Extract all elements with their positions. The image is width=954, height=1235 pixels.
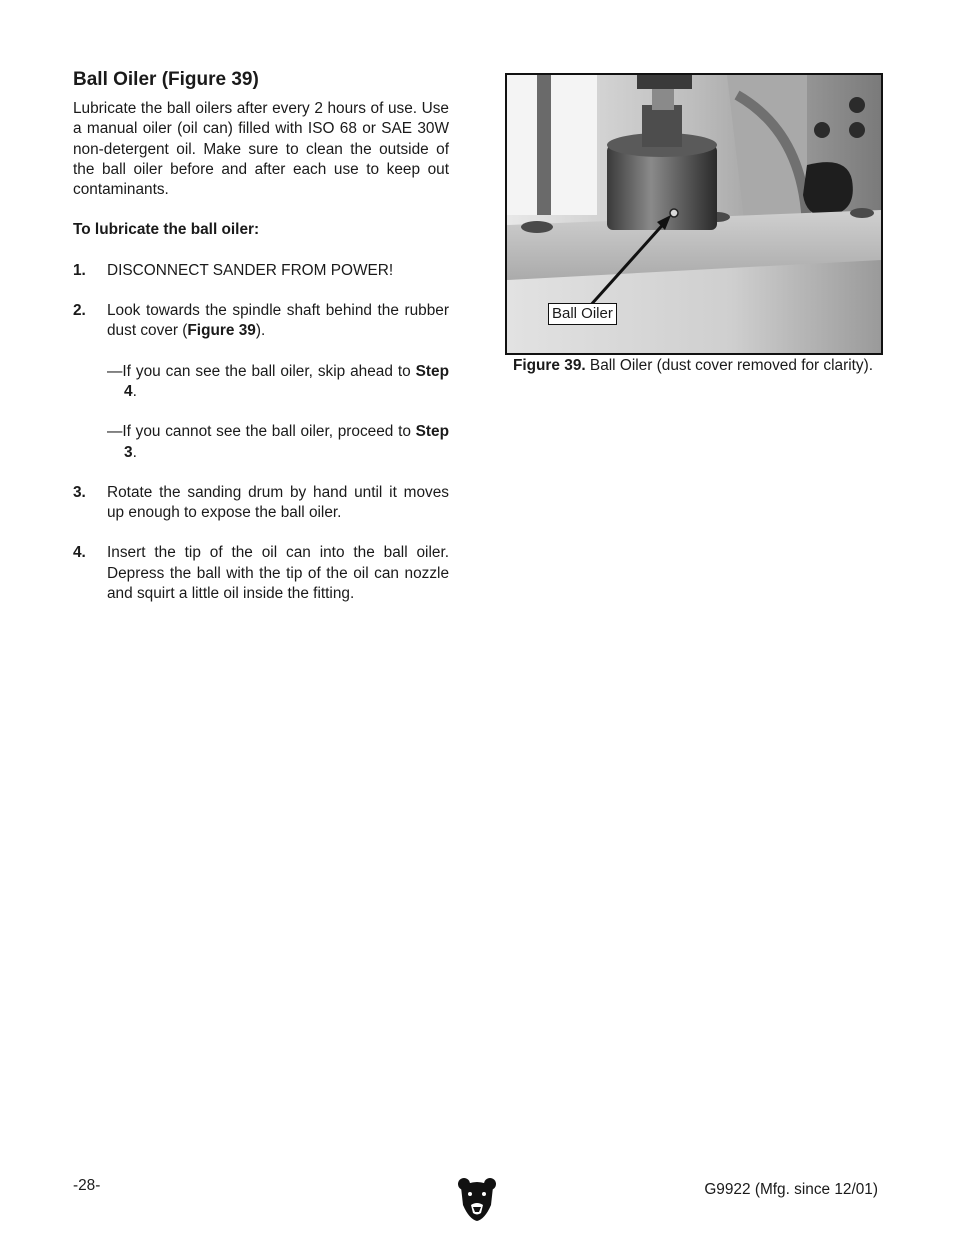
step-4: [73, 543, 449, 604]
note-end: .: [132, 443, 137, 461]
procedure-heading: To lubricate the ball oiler:: [73, 221, 260, 239]
note-end: .: [132, 382, 137, 400]
page-number: -28-: [73, 1177, 101, 1194]
step-text-end: ).: [255, 322, 266, 340]
note-can-see: [73, 362, 449, 403]
step-number: 1.: [73, 261, 86, 279]
step-reference: Step 4: [124, 362, 449, 400]
step-text: Insert the tip of the oil can into the ball oiler. Depress the ball with the tip of the oil can nozzle and squirt a little oil inside the fitting.: [107, 544, 449, 603]
figure-reference: Figure 39: [187, 322, 256, 340]
model-number: G9922 (Mfg. since 12/01): [704, 1181, 878, 1198]
step-text: Rotate the sanding drum by hand until it moves up enough to expose the ball oiler.: [107, 483, 449, 522]
note-text: —If you can see the ball oiler, skip ahead to: [107, 362, 416, 380]
step-number: 2.: [73, 302, 86, 320]
figure-photo: [505, 73, 883, 355]
main-column: [73, 68, 449, 624]
intro-paragraph: Lubricate the ball oilers after every 2 hours of use. Use a manual oiler (oil can) filled with ISO 68 or SAE 30W non-detergent oil. Make sure to clean the outside of the ball oiler before and after each use to keep out contaminants.: [73, 100, 449, 199]
step-text: DISCONNECT SANDER FROM POWER!: [107, 261, 394, 279]
ball-oiler-callout: Ball Oiler: [548, 303, 617, 325]
figure-caption: [508, 356, 878, 376]
note-cannot-see: [73, 422, 449, 463]
step-1: [73, 261, 449, 281]
step-text: Look towards the spindle shaft behind the rubber dust cover (: [107, 302, 449, 340]
step-3: [73, 483, 449, 524]
section-title: Ball Oiler (Figure 39): [73, 69, 259, 90]
bear-logo-icon: [457, 1177, 497, 1221]
figure-label: Figure 39.: [512, 357, 586, 374]
step-reference: Step 3: [124, 423, 449, 461]
figure-caption-text: Ball Oiler (dust cover removed for clarity).: [585, 357, 874, 374]
step-2: [73, 301, 449, 342]
step-number: 3.: [73, 483, 86, 501]
note-text: —If you cannot see the ball oiler, proceed to: [107, 423, 416, 441]
step-number: 4.: [73, 544, 86, 562]
